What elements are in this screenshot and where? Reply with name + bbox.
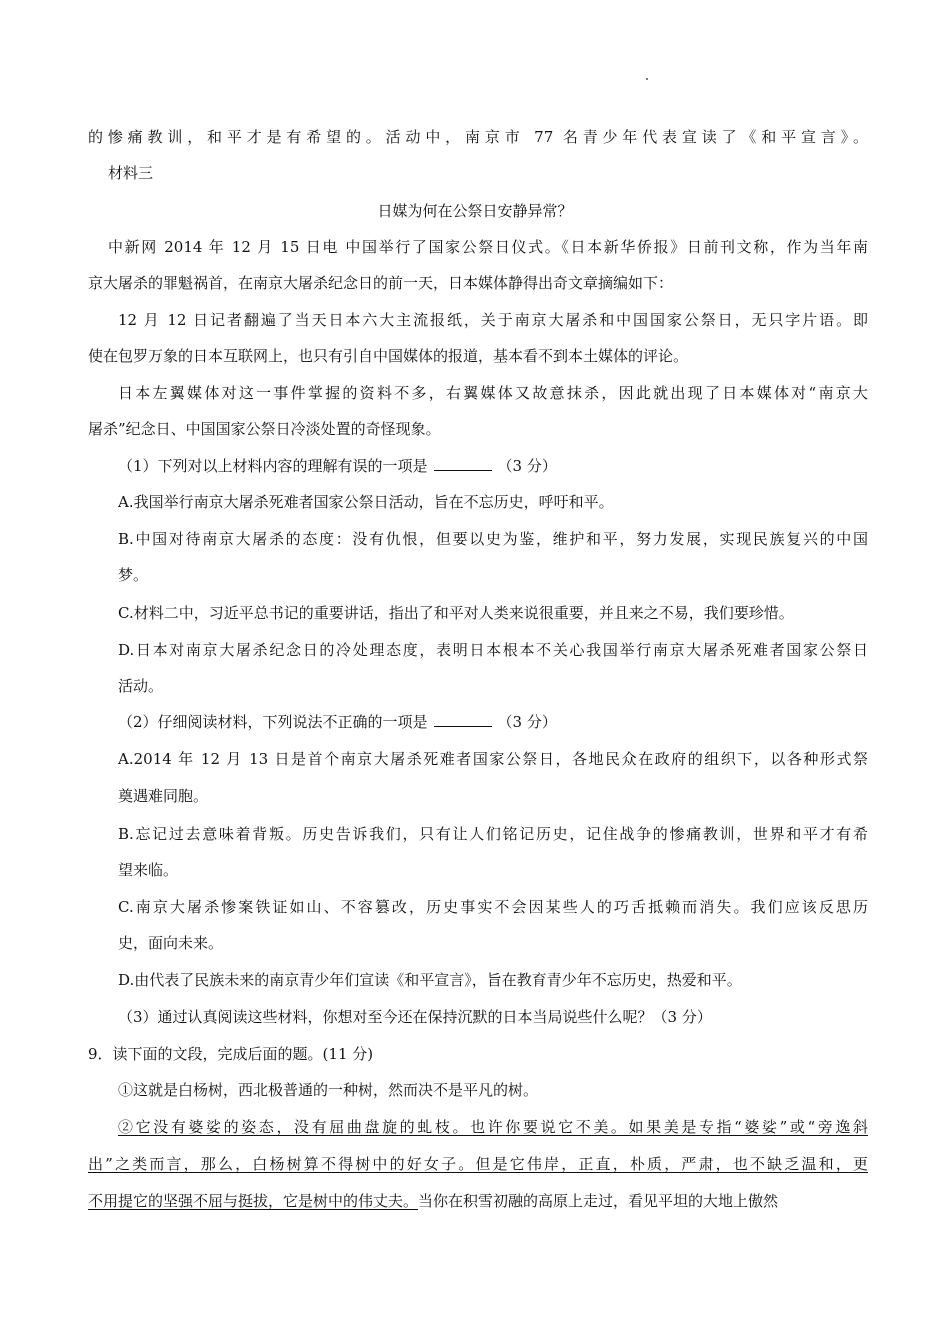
article-title: 日媒为何在公祭日安静异常？ [377,202,573,220]
question-3: （3）通过认真阅读这些材料，你想对至今还在保持沉默的日本当局说些什么呢？（3 分） [118,1008,712,1026]
text-line: 京大屠杀的罪魁祸首，在南京大屠杀纪念日的前一天，日本媒体静得出奇文章摘编如下： [88,274,674,292]
option-d-1: D.日本对南京大屠杀纪念日的冷处理态度，表明日本根本不关心我国举行南京大屠杀死难者国家公祭日 [118,641,868,659]
option-c-1: C.材料二中，习近平总书记的重要讲话，指出了和平对人类来说很重要，并且来之不易，我们要珍惜。 [118,604,794,622]
question-2-score: （3 分） [497,713,557,731]
option-a-1: A.我国举行南京大屠杀死难者国家公祭日活动，旨在不忘历史，呼吁和平。 [118,493,614,511]
text-line: 屠杀”纪念日、中国国家公祭日冷淡处置的奇怪现象。 [88,420,441,438]
page-dot-mark [646,78,648,80]
text-line-underlined: 出”之类而言，那么，白杨树算不得树中的好女子。但是它伟岸，正直，朴质，严肃，也不缺乏温和，更 [88,1155,868,1173]
text-line: 12 月 12 日记者翻遍了当天日本六大主流报纸，关于南京大屠杀和中国国家公祭日，无只字片语。即 [118,311,868,329]
section-label-material-three: 材料三 [108,164,154,182]
text-line: 活动。 [118,677,164,695]
answer-blank-1 [434,456,492,471]
paragraph-2-underlined: ②它没有婆娑的姿态，没有屈曲盘旋的虬枝。也许你要说它不美。如果美是专指“婆娑”或“旁逸斜 [118,1118,868,1136]
text-line: 奠遇难同胞。 [118,787,209,805]
option-d-2: D.由代表了民族未来的南京青少年们宣读《和平宣言》，旨在教育青少年不忘历史，热爱和平。 [118,971,742,989]
question-1-score: （3 分） [497,457,557,475]
text-line: 梦。 [118,566,149,584]
text-line-mixed [88,1191,868,1211]
answer-blank-2 [434,712,492,727]
text-line: 使在包罗万象的日本互联网上，也只有引自中国媒体的报道，基本看不到本土媒体的评论。 [88,347,689,365]
text-line: 望来临。 [118,861,179,879]
option-a-2: A.2014 年 12 月 13 日是首个南京大屠杀死难者国家公祭日，各地民众在政府的组织下，以各种形式祭 [118,750,868,768]
underlined-segment: 不用提它的坚强不屈与挺拔，它是树中的伟丈夫。 [88,1192,419,1210]
question-2-text: （2）仔细阅读材料，下列说法不正确的一项是 [118,713,428,731]
option-c-2: C.南京大屠杀惨案铁证如山、不容篡改，历史事实不会因某些人的巧舌抵赖而消失。我们应该反思历 [118,898,868,916]
text-line: 中新网 2014 年 12 月 15 日电 中国举行了国家公祭日仪式。《日本新华侨报》日前刊文称，作为当年南 [108,238,868,256]
text-line: 史，面向未来。 [118,934,224,952]
question-1-text: （1）下列对以上材料内容的理解有误的一项是 [118,457,428,475]
paragraph-1: ①这就是白杨树，西北极普通的一种树，然而决不是平凡的树。 [118,1081,539,1099]
question-2 [118,712,868,732]
question-9-heading: 9．读下面的文段，完成后面的题。(11 分) [88,1045,374,1063]
option-b-2: B.忘记过去意味着背叛。历史告诉我们，只有让人们铭记历史，记住战争的惨痛教训，世界和平才有希 [118,825,868,843]
text-line: 日本左翼媒体对这一事件掌握的资料不多，右翼媒体又故意抹杀，因此就出现了日本媒体对“南京大 [118,384,868,402]
plain-segment: 当你在积雪初融的高原上走过，看见平坦的大地上傲然 [418,1192,779,1210]
text-line: 的惨痛教训，和平才是有希望的。活动中，南京市 77 名青少年代表宣读了《和平宣言》。 [88,128,868,146]
option-b-1: B.中国对待南京大屠杀的态度：没有仇恨，但要以史为鉴，维护和平，努力发展，实现民族复兴的中国 [118,530,868,548]
question-1 [118,456,868,476]
